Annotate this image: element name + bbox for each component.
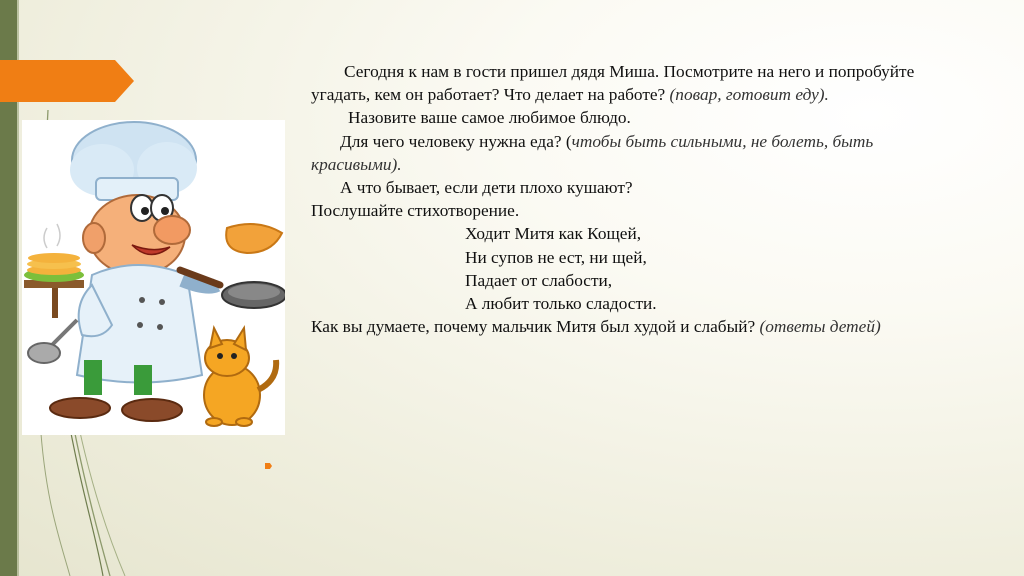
paragraph-1: Сегодня к нам в гости пришел дядя Миша. Посмотрите на него и попробуйте угадать, кем он работает? Что делает на работе? (повар, готовит еду). — [311, 62, 915, 105]
pancakes-icon — [24, 224, 84, 318]
slide-text — [311, 60, 961, 338]
poem-line: А любит только сладости. — [465, 294, 657, 314]
cat-icon — [204, 328, 276, 426]
paragraph-3: Для чего человеку нужна еда? (чтобы быть сильными, не болеть, быть красивыми). — [311, 131, 874, 174]
answer-3: чтобы быть сильными, не болеть, быть красивыми). — [311, 131, 874, 174]
chef-illustration — [22, 120, 285, 435]
paragraph-6: Как вы думаете, почему мальчик Митя был худой и слабый? (ответы детей) — [311, 317, 881, 337]
paragraph-5: Послушайте стихотворение. — [311, 201, 520, 221]
orange-arrow-banner — [0, 60, 135, 102]
poem-line: Ходит Митя как Кощей, — [465, 224, 642, 244]
bullet-marker — [265, 463, 272, 469]
poem-line: Ни супов не ест, ни щей, — [465, 247, 647, 267]
paragraph-2: Назовите ваше самое любимое блюдо. — [348, 108, 631, 128]
answer-6: (ответы детей) — [759, 317, 881, 337]
poem-line: Падает от слабости, — [465, 270, 613, 290]
answer-1: (повар, готовит еду). — [669, 85, 829, 105]
paragraph-4: А что бывает, если дети плохо кушают? — [340, 178, 633, 198]
